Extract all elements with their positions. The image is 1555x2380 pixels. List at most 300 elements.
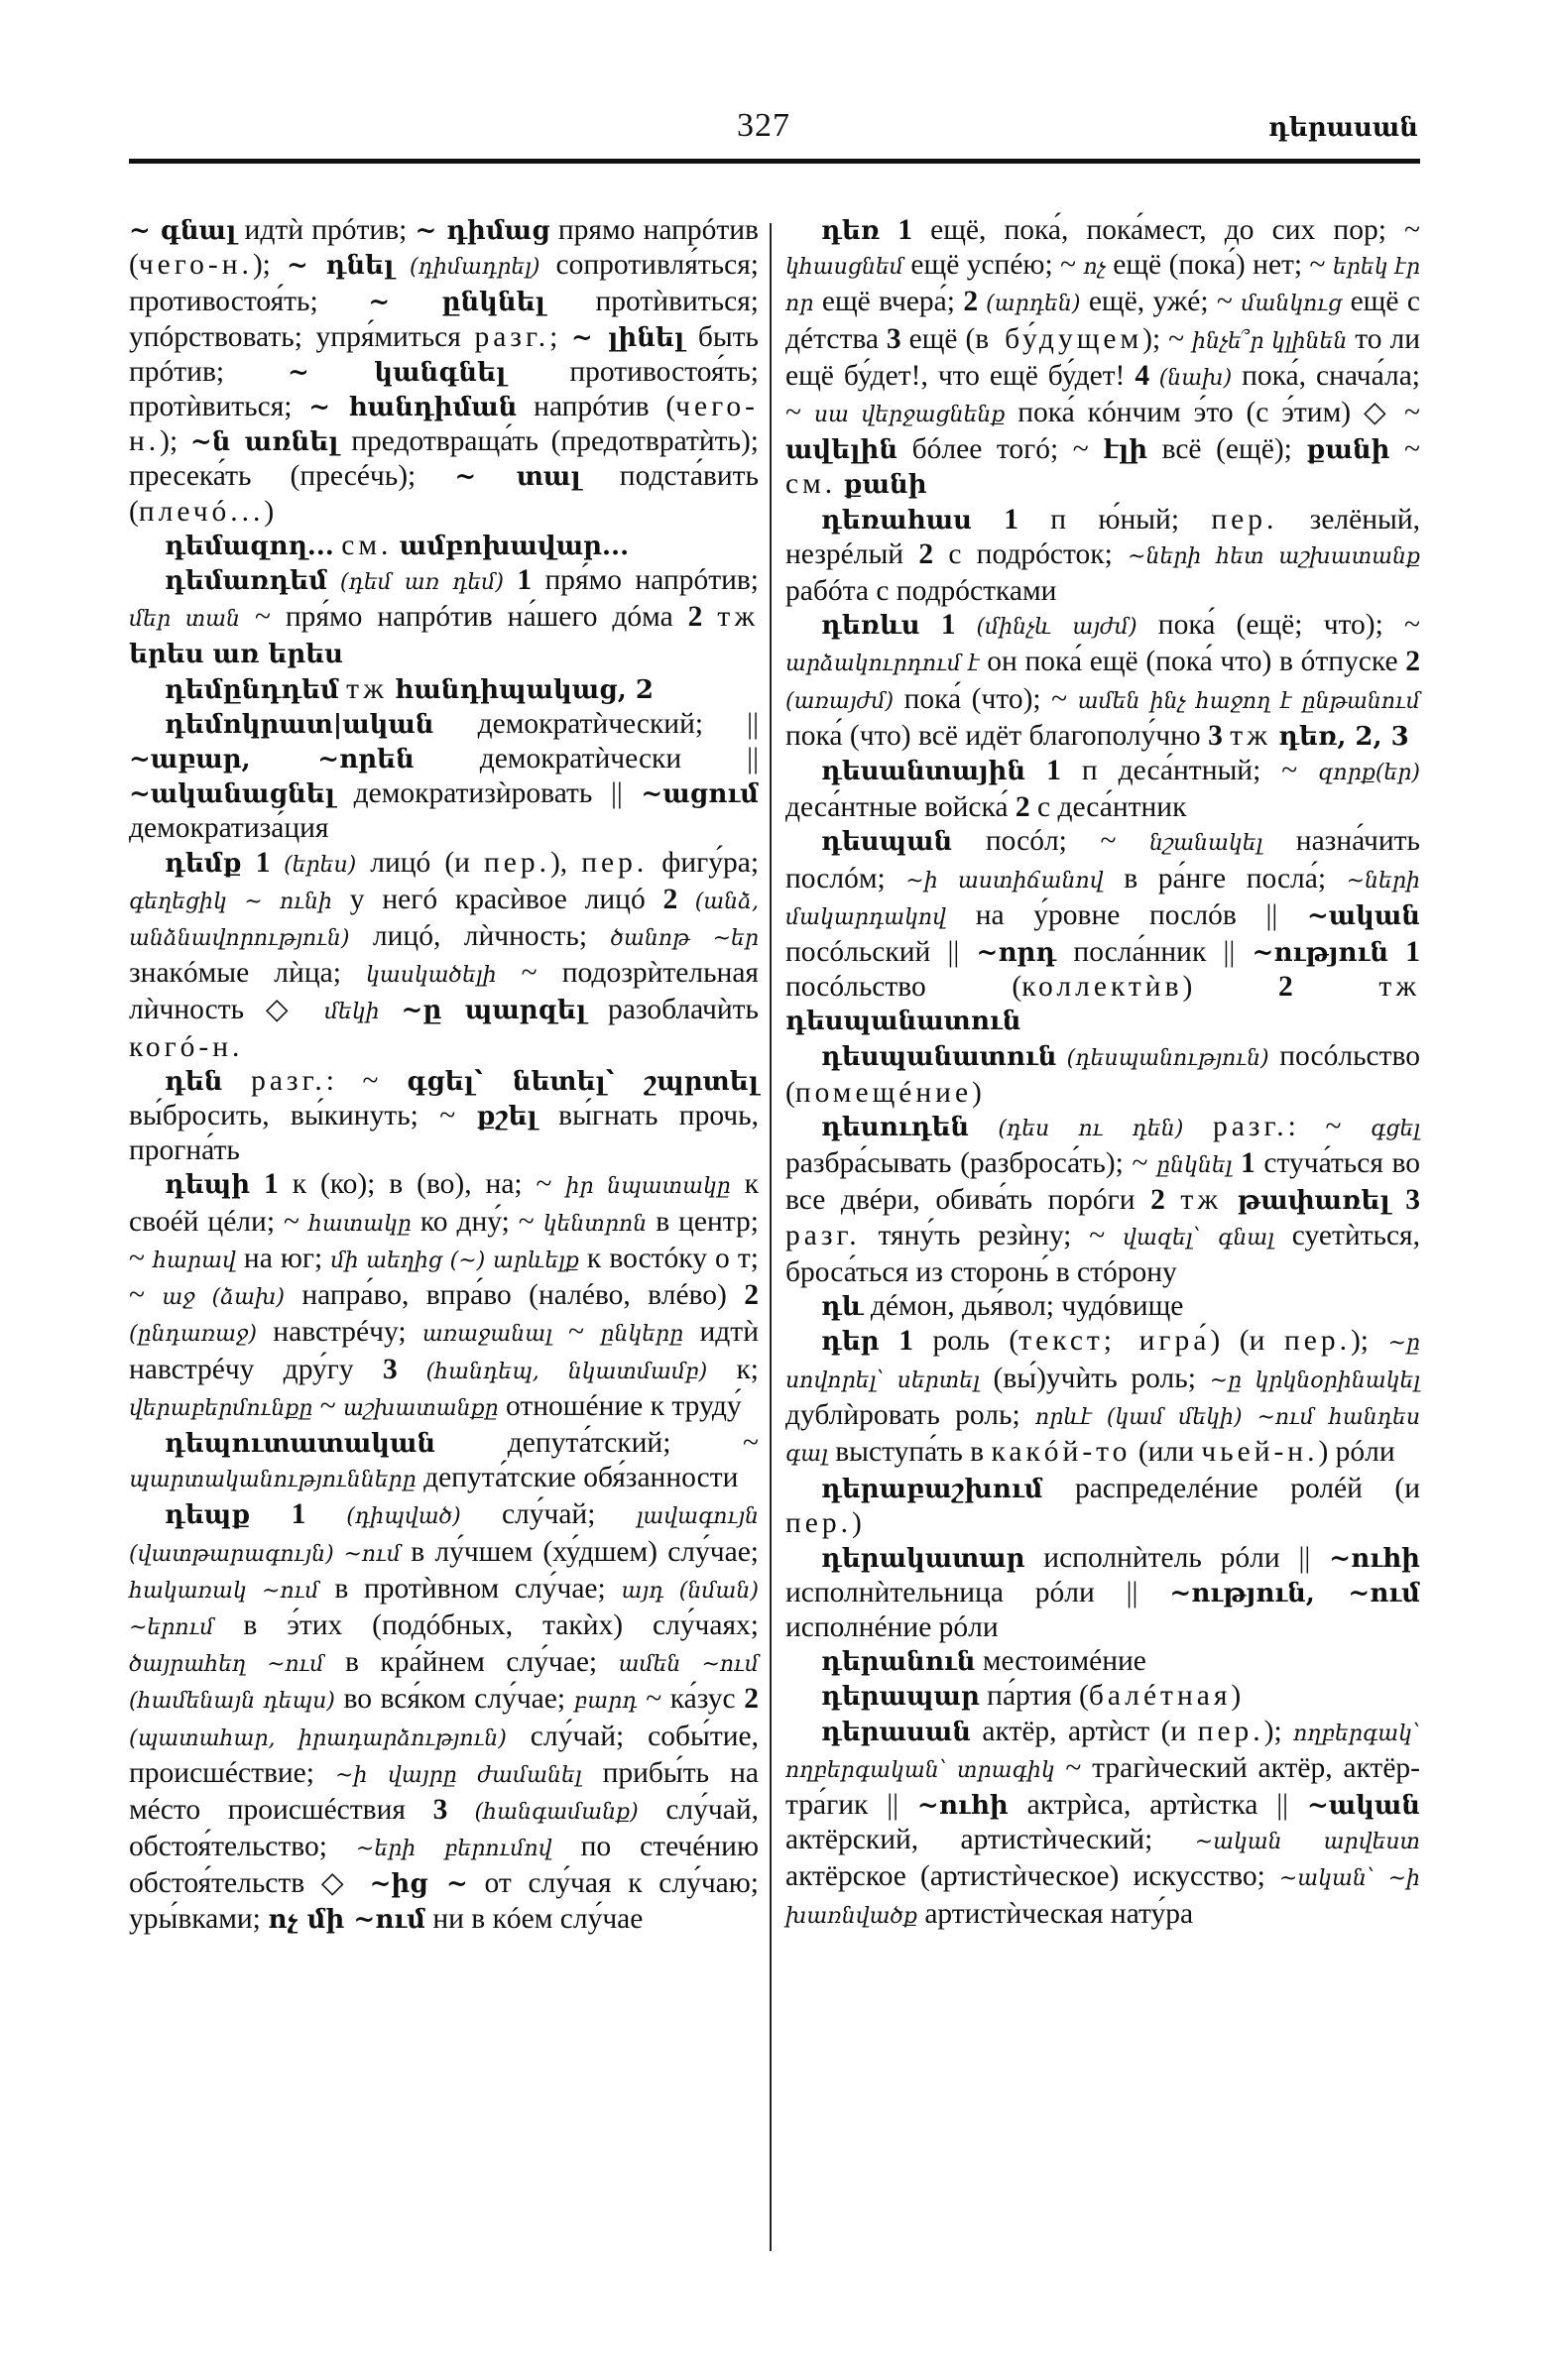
russian-text: ); xyxy=(1263,1715,1294,1747)
russian-text: ко дну́; ~ xyxy=(411,1205,543,1238)
armenian-example: նշանակել xyxy=(1149,831,1263,857)
russian-text: посла́нник || xyxy=(1056,936,1253,969)
russian-text xyxy=(880,1325,899,1357)
sense-number: 2 xyxy=(963,286,979,318)
armenian-example: մի աեղից (~) արևելք xyxy=(330,1248,579,1273)
sense-number: 2 xyxy=(1277,971,1293,1004)
russian-text: слу́чай; собы́тие, происшéствие; xyxy=(129,1720,759,1789)
armenian-example: (մինչև այժմ) xyxy=(955,615,1137,641)
sense-number: 1 xyxy=(940,609,956,642)
dictionary-entry xyxy=(129,1497,759,1936)
dictionary-entry xyxy=(785,608,1420,754)
russian-text xyxy=(920,609,941,641)
armenian-example: կասկածելի xyxy=(366,963,497,989)
russian-text: в э́тих (подóбных, такѝх) слу́чаях; xyxy=(213,1608,759,1641)
dictionary-entry xyxy=(129,1426,759,1497)
grammar-label: помещéние xyxy=(794,1076,973,1109)
sense-number: 2 xyxy=(1150,1184,1165,1217)
grammar-label: когó-н. xyxy=(129,1030,244,1063)
russian-text: к востóку о т; ~ xyxy=(129,1242,759,1312)
grammar-label: плечó... xyxy=(138,495,265,528)
russian-text: демократизѝровать || xyxy=(335,777,642,810)
russian-text: к своéй цéли; ~ xyxy=(129,1168,759,1238)
russian-text: демократѝческий; || xyxy=(433,707,759,740)
russian-text: стуча́ться во все двéри, обива́ть порóги xyxy=(785,1147,1421,1217)
grammar-label: тж xyxy=(1230,719,1271,752)
sense-number: 1 xyxy=(1241,1147,1256,1180)
russian-text: ~ xyxy=(1389,433,1420,466)
armenian-phrase: էլի xyxy=(1103,435,1148,466)
russian-text: идтѝ прóтив; xyxy=(236,214,416,246)
grammar-label: в бу́дущем xyxy=(975,322,1143,355)
russian-text: (вы́)учѝть роль; xyxy=(979,1362,1210,1394)
russian-text: ) xyxy=(1182,971,1278,1004)
russian-text: лицó, лѝчность; xyxy=(349,920,611,953)
headword: դեռ xyxy=(821,216,881,246)
armenian-example: (առայժմ) xyxy=(785,688,895,714)
russian-text xyxy=(250,1498,291,1530)
russian-text: во вся́ком слу́чае; xyxy=(334,1683,574,1716)
russian-text: противостоя́ть; протѝвиться; xyxy=(129,355,760,423)
running-head: դերասան xyxy=(1268,113,1418,143)
armenian-example: (հանդեպ, նկատմամբ) xyxy=(397,1359,708,1384)
russian-text: вы́гнать прочь, прогна́ть xyxy=(129,1100,759,1167)
armenian-example: ամեն ինչ հաջող է ընթանում xyxy=(1077,688,1420,714)
armenian-phrase: ~որդ xyxy=(976,938,1057,969)
headword: դեմառդեմ xyxy=(165,566,327,597)
russian-text: посóльский || xyxy=(785,936,977,969)
russian-text: разоблачѝть xyxy=(586,994,760,1026)
sense-number: 1 xyxy=(1004,503,1018,536)
russian-text: навстрéчу; xyxy=(257,1316,422,1349)
russian-text: в ра́нге посла́; xyxy=(1103,862,1347,894)
armenian-example: սա վերջացնենք xyxy=(813,403,1006,428)
russian-text xyxy=(972,504,1004,536)
armenian-phrase: քշել xyxy=(476,1102,538,1132)
sense-number: 2 xyxy=(687,601,703,634)
armenian-phrase: թափառել xyxy=(1237,1186,1390,1217)
grammar-label: чьей-н. xyxy=(1201,1435,1319,1468)
armenian-example: (պատահար, իրադարձություն) xyxy=(129,1726,507,1751)
russian-text: ) рóли xyxy=(1318,1435,1395,1468)
russian-text: ~ подозрѝтельная лѝчность ◇ xyxy=(129,957,759,1026)
armenian-phrase: ~ դնել xyxy=(286,251,395,282)
headword: դեսպան xyxy=(821,827,953,858)
armenian-phrase: ~ն առնել xyxy=(189,427,339,458)
armenian-example: ~ական՝ ~ի խառնվածք xyxy=(785,1866,1420,1929)
dictionary-entry xyxy=(129,846,759,1064)
armenian-phrase: երես առ երես xyxy=(129,640,343,670)
russian-text: местоимéние xyxy=(975,1645,1146,1678)
russian-text: ещё (пока́) нет; ~ xyxy=(1105,249,1333,282)
armenian-example: (նախ) xyxy=(1149,365,1233,391)
russian-text: актёрский, артистѝческий; xyxy=(785,1824,1195,1856)
armenian-example: (դիպված) xyxy=(305,1504,461,1530)
russian-text xyxy=(1165,1184,1181,1216)
russian-text: ); xyxy=(160,425,190,458)
armenian-example: հակառակ ~ում xyxy=(129,1578,319,1604)
russian-text xyxy=(504,564,517,596)
russian-text: всё (ещё); xyxy=(1147,433,1307,466)
headword: դեմազող... xyxy=(165,531,334,561)
russian-text: ); xyxy=(1350,1325,1388,1358)
armenian-example: ~երի բերումով xyxy=(355,1837,552,1862)
russian-text: ), xyxy=(549,846,582,879)
armenian-phrase: ~ից ~ xyxy=(369,1869,468,1900)
armenian-example: հարավ xyxy=(153,1248,236,1273)
grammar-label: пер. xyxy=(1211,503,1278,536)
dictionary-entry xyxy=(785,1289,1420,1324)
russian-text xyxy=(1025,755,1046,786)
russian-text: пока́ (что); ~ xyxy=(894,682,1078,715)
russian-text: в центр; ~ xyxy=(129,1205,760,1274)
dictionary-entry xyxy=(129,213,759,529)
headword: դև xyxy=(821,1292,864,1323)
grammar-label: пер. xyxy=(581,846,649,879)
sense-number: 3 xyxy=(1208,719,1223,752)
dictionary-entry xyxy=(129,529,759,563)
russian-text: быть прóтив; xyxy=(129,320,759,388)
armenian-phrase: ~ը պարզել xyxy=(401,996,587,1026)
russian-text: в кра́йнем слу́чае; xyxy=(323,1646,619,1679)
russian-text: па́ртия ( xyxy=(979,1680,1089,1713)
dictionary-entry xyxy=(785,754,1420,824)
russian-text: на у́ровне послóв || xyxy=(946,898,1307,931)
headword: դեն xyxy=(165,1066,223,1097)
russian-text: прибы́ть на мéсто происшéствия xyxy=(129,1756,759,1826)
russian-text: ~ пря́мо напрóтив на́шего дóма xyxy=(240,601,688,634)
russian-text: ); xyxy=(252,249,287,282)
russian-text: в протѝвном слу́чае; xyxy=(318,1572,622,1605)
russian-text: подста́вить ( xyxy=(129,460,759,528)
headword: դեպի xyxy=(165,1170,251,1201)
grammar-label: тж xyxy=(1180,1184,1223,1217)
armenian-phrase: դեռ, 2, 3 xyxy=(1278,721,1409,752)
grammar-label: пер. xyxy=(483,846,550,879)
russian-text xyxy=(880,214,897,246)
russian-text: : ~ xyxy=(325,1064,408,1097)
armenian-phrase: ~աբար, ~որեն xyxy=(129,745,415,775)
armenian-phrase: ~ տալ xyxy=(454,462,581,493)
armenian-example: բարդ xyxy=(573,1689,638,1715)
armenian-example: ~ը կրկնօրինակել xyxy=(1209,1368,1420,1393)
armenian-example: աշխատանքը xyxy=(343,1395,499,1421)
russian-text: артистѝческая нату́ра xyxy=(916,1897,1194,1930)
russian-text: депута́тские обя́занности xyxy=(416,1462,739,1494)
russian-text: тяну́ть резѝну; ~ xyxy=(860,1219,1124,1251)
armenian-phrase: ~ականացնել xyxy=(129,779,335,810)
armenian-example: ~ական արվեստ xyxy=(1194,1830,1420,1855)
russian-text: ~ xyxy=(312,1389,344,1422)
armenian-example: վազել՝ գնալ xyxy=(1123,1225,1274,1250)
russian-text: ~ ка́зус xyxy=(637,1683,745,1716)
armenian-phrase: ~ություն xyxy=(1252,938,1389,969)
headword: դեսուդեն xyxy=(821,1113,970,1143)
russian-text: по стечéнию обстоя́тельств ◇ xyxy=(129,1831,759,1900)
russian-text: выступа́ть в xyxy=(827,1435,992,1468)
russian-text: ); ~ xyxy=(1142,322,1193,355)
armenian-example: արձակուրդում է xyxy=(785,652,980,677)
armenian-phrase: ~ացում xyxy=(641,779,759,810)
dictionary-entry xyxy=(129,1167,759,1425)
armenian-example: գեղեցիկ ~ ունի xyxy=(129,889,332,914)
russian-text: роль ( xyxy=(912,1325,1019,1358)
sense-number: 2 xyxy=(744,1279,759,1312)
armenian-phrase: ~ուհի xyxy=(1329,1543,1420,1574)
page-number: 327 xyxy=(737,107,790,144)
russian-text: ) xyxy=(264,495,275,528)
armenian-example: մեր տան xyxy=(129,607,241,633)
russian-text: посóльство ( xyxy=(785,1039,1420,1109)
russian-text: исполнéние рóли xyxy=(785,1610,999,1643)
grammar-label: какóй-то xyxy=(991,1435,1132,1468)
headword: դեռահաս xyxy=(821,505,972,536)
headword: դեռևս xyxy=(821,611,920,642)
headword: դեմընդդեմ xyxy=(165,674,339,705)
russian-text: дублѝровать роль; xyxy=(785,1398,1035,1431)
dictionary-entry xyxy=(785,213,1420,503)
sense-number: 1 xyxy=(898,1325,913,1358)
russian-text: ) xyxy=(852,1507,862,1540)
russian-text: ещё вчера́; xyxy=(813,286,964,318)
headword: դեպք xyxy=(165,1500,251,1531)
russian-text: суетѝться, броса́ться из сторонь́ в стóрону xyxy=(785,1219,1420,1288)
armenian-example: (դես ու դեն) xyxy=(969,1117,1184,1142)
dictionary-entry xyxy=(785,1541,1420,1645)
armenian-phrase: ոչ մի ~ում xyxy=(268,1904,425,1935)
armenian-example: մանկուց xyxy=(1241,292,1343,317)
armenian-phrase: ~ ընկնել xyxy=(368,288,545,318)
sense-number: 3 xyxy=(1405,1184,1421,1217)
armenian-phrase: գցել՝ նետել՝ շպրտել xyxy=(407,1066,759,1097)
armenian-example: աջ (ձախ) xyxy=(162,1285,285,1311)
russian-text: исполнѝтельница рóли || xyxy=(785,1576,1170,1608)
russian-text xyxy=(392,530,399,561)
armenian-example: պարտականությունները xyxy=(129,1468,417,1493)
sense-number: 1 xyxy=(291,1498,306,1531)
dictionary-entry xyxy=(129,563,759,672)
headword: դեսանտային xyxy=(821,757,1026,787)
grammar-label: пер. xyxy=(1283,1325,1351,1358)
grammar-label: текст; игра́ xyxy=(1018,1325,1211,1358)
armenian-example: ~ների հետ աշխատանք xyxy=(1128,543,1420,569)
russian-text: (или xyxy=(1131,1435,1202,1468)
armenian-example: հատակը xyxy=(307,1211,412,1237)
russian-text: пря́мо напрóтив; xyxy=(532,564,760,597)
dictionary-entry xyxy=(785,1110,1420,1289)
dictionary-entry xyxy=(785,1644,1420,1679)
sense-number: 2 xyxy=(662,883,678,915)
russian-text: деса́нтные войска́ xyxy=(785,791,1016,824)
russian-text: лицó (и xyxy=(356,846,484,879)
armenian-example: իր նպատակը xyxy=(565,1174,731,1200)
armenian-phrase: քանի xyxy=(1306,435,1390,466)
russian-text xyxy=(222,1065,251,1097)
grammar-label: чего-н. xyxy=(138,249,253,282)
russian-text: рабóта с подрóстками xyxy=(785,575,1057,608)
armenian-example: լավագույն (վատթարագույն) ~ում xyxy=(129,1504,759,1567)
armenian-example: (արդեն) xyxy=(978,292,1081,317)
armenian-phrase: ավելին xyxy=(785,435,898,466)
armenian-example: գցել xyxy=(1371,1117,1421,1142)
column-divider xyxy=(770,223,772,2251)
armenian-example: առաջանալ xyxy=(421,1322,552,1348)
sense-number: 1 xyxy=(1405,936,1420,969)
russian-text: ещё, пока́, пока́мест, до сих пор; ~ xyxy=(911,214,1420,246)
russian-text: то ли ещё бу́дет!, что ещё бу́дет! xyxy=(785,322,1420,392)
armenian-example: ~ի աստիճանով xyxy=(905,868,1104,893)
grammar-label: коллектѝв xyxy=(1021,971,1183,1004)
dictionary-entry xyxy=(785,503,1420,609)
russian-text: ещё ( xyxy=(900,322,976,355)
header-rule xyxy=(129,159,1420,164)
russian-text: посóльство ( xyxy=(785,971,1022,1004)
russian-text: отношéние к труду́ xyxy=(498,1389,742,1422)
russian-text xyxy=(242,847,256,879)
armenian-example: ~ների մակարդակով xyxy=(785,868,1420,930)
grammar-label: разг. xyxy=(1212,1111,1288,1143)
armenian-example: ամեն ~ում (համենայն դեպս) xyxy=(129,1652,759,1715)
grammar-label: см. xyxy=(341,529,393,561)
russian-text: знакóмые лѝца; xyxy=(129,957,367,990)
russian-text: пока́ кóнчим э́то (с э́тим) ◇ ~ xyxy=(1005,397,1420,429)
armenian-example: ինչե՞ր կլինեն xyxy=(1192,328,1348,354)
dictionary-entry xyxy=(129,707,759,846)
armenian-phrase: քանի xyxy=(843,470,927,501)
russian-text xyxy=(380,994,402,1025)
armenian-phrase: ~ական xyxy=(1306,900,1420,931)
headword: դերապար xyxy=(821,1682,980,1713)
russian-text: фигу́ра; xyxy=(648,846,760,879)
armenian-phrase: ~ գնալ xyxy=(129,216,237,246)
grammar-label: пер. xyxy=(1197,1715,1264,1747)
dictionary-entry xyxy=(785,1715,1420,1934)
russian-text: актёр, артѝст (и xyxy=(970,1715,1198,1747)
grammar-label: тж xyxy=(1378,971,1421,1004)
sense-number: 1 xyxy=(255,846,271,879)
russian-text xyxy=(1388,936,1405,968)
russian-text: демократѝчески || xyxy=(414,743,759,775)
russian-text xyxy=(1293,971,1379,1003)
russian-text: п ю́ный; xyxy=(1018,503,1212,536)
russian-text: назна́чить послóм; xyxy=(785,825,1421,894)
armenian-example: (անձ, անձնավորություն) xyxy=(129,889,760,952)
russian-text: предотвраща́ть (предотвратѝть); пресека́ть (пресéчь); xyxy=(129,425,759,493)
russian-text: пока́ (ещё; что); ~ xyxy=(1136,609,1420,642)
russian-text: он пока́ ещё (пока́ что) в óтпуске xyxy=(979,646,1406,678)
russian-text xyxy=(836,468,843,500)
russian-text: пока́, снача́ла; ~ xyxy=(785,359,1421,429)
russian-text: распределéние ролéй (и xyxy=(1042,1473,1420,1505)
armenian-example: ~ի վայրը ժամանել xyxy=(335,1762,582,1788)
armenian-example: ընկերը xyxy=(600,1322,684,1348)
sense-number: 3 xyxy=(432,1793,448,1826)
armenian-example: այդ (նման) ~երում xyxy=(129,1578,759,1640)
russian-text: слу́чай; xyxy=(460,1498,637,1531)
armenian-phrase: ~ դիմաց xyxy=(415,216,550,246)
dictionary-entry xyxy=(785,1039,1420,1110)
dictionary-entry xyxy=(129,1064,759,1168)
sense-number: 3 xyxy=(886,322,901,355)
sense-number: 2 xyxy=(744,1683,759,1716)
russian-text: у негó красѝвое лицó xyxy=(331,883,663,915)
dictionary-entry xyxy=(785,824,1420,1038)
russian-text: с деса́нтник xyxy=(1029,791,1187,824)
armenian-phrase: ամբոխավար... xyxy=(399,531,630,561)
armenian-phrase: ~ություն, ~ում xyxy=(1169,1578,1420,1608)
headword: դերակատար xyxy=(821,1543,1025,1574)
russian-text: ) xyxy=(972,1076,982,1109)
russian-text: к (ко); в (во), на; ~ xyxy=(278,1168,566,1201)
sense-number: 2 xyxy=(918,537,934,570)
grammar-label: тж xyxy=(717,601,760,634)
russian-text: исполнѝтель рóли || xyxy=(1024,1541,1330,1574)
armenian-phrase: ~ լինել xyxy=(570,322,685,353)
sense-number: 1 xyxy=(264,1168,279,1201)
armenian-example: զորք(եր) xyxy=(1318,761,1421,786)
russian-text: актрѝса, артѝстка || xyxy=(1008,1788,1307,1821)
russian-text: п деса́нтный; ~ xyxy=(1060,755,1319,787)
grammar-label: пер. xyxy=(785,1507,853,1540)
armenian-example: (դեսպանություն) xyxy=(1056,1045,1269,1071)
grammar-label: разг. xyxy=(785,1219,861,1251)
headword: դերաբաշխում xyxy=(821,1475,1043,1505)
russian-text: от слу́чая к слу́чаю; уры́вками; xyxy=(129,1867,759,1935)
russian-text: ) xyxy=(1231,1680,1242,1713)
armenian-phrase: ~ական xyxy=(1306,1790,1420,1821)
russian-text: в лу́чшем (ху́дшем) слу́чае; xyxy=(401,1535,759,1568)
russian-text: пока́ (что) всё идёт благополу́чно xyxy=(785,719,1209,752)
armenian-example: վերաբերմունքը xyxy=(129,1395,313,1421)
grammar-label: тж xyxy=(346,672,388,705)
headword: դերանուն xyxy=(821,1647,976,1678)
headword: դեսպանատուն xyxy=(821,1041,1057,1072)
right-column xyxy=(785,213,1420,1934)
russian-text xyxy=(250,1168,264,1200)
russian-text: демократиза́ция xyxy=(129,812,329,845)
russian-text: ещё, ужé; ~ xyxy=(1080,286,1242,318)
headword: դեմոկրատ|ական xyxy=(165,709,434,740)
russian-text xyxy=(1232,1147,1241,1179)
russian-text: бóлее тогó; ~ xyxy=(897,433,1104,466)
sense-number: 1 xyxy=(517,564,533,597)
russian-text: ) (и xyxy=(1210,1325,1284,1358)
russian-text xyxy=(1222,1184,1238,1216)
russian-text: к; xyxy=(707,1353,760,1385)
grammar-label: разг. xyxy=(474,320,550,353)
armenian-example: (ընդառաջ) xyxy=(129,1322,257,1348)
dictionary-entry xyxy=(129,672,759,707)
russian-text: вы́бросить, вы́кинуть; ~ xyxy=(129,1100,477,1132)
russian-text: ещё с дéтства xyxy=(785,286,1420,355)
dictionary-entry xyxy=(785,1472,1420,1540)
armenian-example: ոչ xyxy=(1083,255,1106,281)
russian-text: ещё успéю; ~ xyxy=(902,249,1084,282)
armenian-example: ընկնել xyxy=(1156,1153,1233,1179)
russian-text: с подрóсток; xyxy=(933,537,1129,570)
grammar-label: чего-н. xyxy=(129,391,760,458)
armenian-example: (դիմադրել) xyxy=(394,255,540,281)
armenian-example: կենտրոն xyxy=(542,1211,648,1237)
armenian-example: ~ը սովորել՝ սերտել xyxy=(785,1331,1420,1393)
sense-number: 2 xyxy=(1405,646,1421,678)
headword: դեր xyxy=(821,1327,880,1358)
russian-text xyxy=(702,601,717,633)
russian-text: : ~ xyxy=(1287,1111,1372,1143)
armenian-phrase: ~ կանգնել xyxy=(288,357,507,388)
armenian-phrase: դեսպանատուն xyxy=(785,1007,1021,1037)
russian-text: разбра́сывать (разброса́ть); ~ xyxy=(785,1147,1157,1180)
